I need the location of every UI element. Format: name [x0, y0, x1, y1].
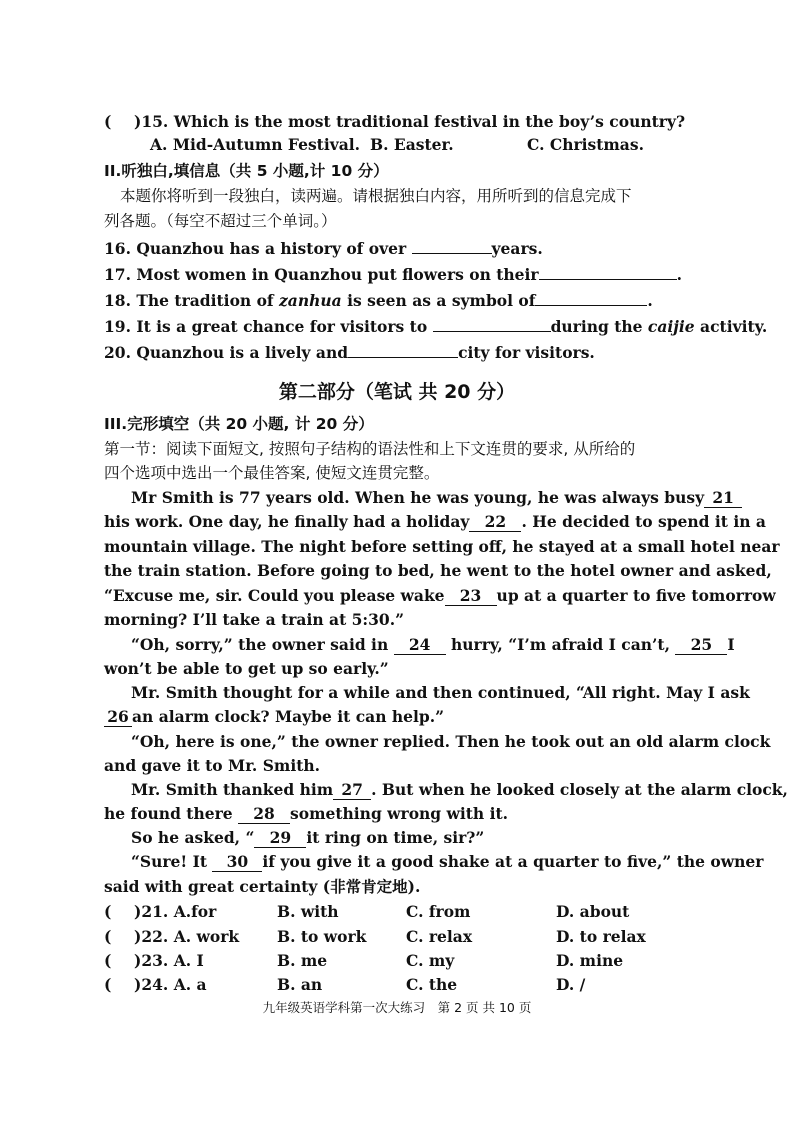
choice-d: D. / [556, 975, 586, 994]
answer-paren: ( [104, 927, 112, 946]
choice-row-23 [104, 951, 204, 970]
choice-d: D. to relax [556, 927, 646, 946]
passage-line-8: won’t be able to get up so early.” [104, 659, 389, 678]
blank-25[interactable]: 25 [675, 636, 727, 655]
question-15 [104, 111, 685, 133]
passage-line-16 [131, 851, 763, 873]
answer-blank-18[interactable] [535, 305, 647, 306]
passage-text: it ring on time, sir?” [306, 828, 485, 847]
choice-row-21 [104, 902, 216, 921]
passage-line-12: and gave it to Mr. Smith. [104, 756, 321, 775]
choice-b: B. to work [277, 927, 367, 946]
part-2-title: 第二部分（笔试 共 20 分） [278, 381, 516, 403]
blank-23[interactable]: 23 [445, 587, 497, 606]
section-2-heading: II.听独白,填信息（共 5 小题,计 10 分） [104, 162, 389, 180]
answer-paren: ( [104, 902, 112, 921]
passage-line-11: “Oh, here is one,” the owner replied. Then he took out an old alarm clock [131, 732, 771, 751]
blank-30[interactable]: 30 [212, 853, 262, 872]
blank-27[interactable]: 27 [333, 781, 371, 800]
item-18-middle: is seen as a symbol of [341, 291, 536, 310]
passage-line-5 [104, 585, 776, 607]
item-18 [104, 290, 653, 312]
item-20-tail: city for visitors. [458, 343, 595, 362]
choice-a: )22. A. work [134, 927, 240, 946]
item-16-tail: years. [491, 239, 543, 258]
passage-line-7 [131, 634, 735, 656]
item-17 [104, 264, 682, 286]
choice-c: C. the [406, 975, 458, 994]
choice-a: )24. A. a [134, 975, 207, 994]
passage-text: “Oh, sorry,” the owner said in [131, 635, 394, 654]
section-3-instruction-2: 四个选项中选出一个最佳答案, 使短文连贯完整。 [104, 464, 440, 482]
item-19-italic-term: caijie [647, 317, 695, 336]
item-17-text: 17. Most women in Quanzhou put flowers on their [104, 265, 539, 284]
section-3-heading: III.完形填空（共 20 小题, 计 20 分） [104, 415, 374, 433]
choice-row-22 [104, 927, 239, 946]
choice-a: )21. A.for [134, 902, 217, 921]
option-b: B. Easter. [370, 135, 454, 154]
item-18-text: 18. The tradition of [104, 291, 279, 310]
passage-text: “Sure! It [131, 852, 213, 871]
answer-paren: ( [104, 951, 112, 970]
blank-29[interactable]: 29 [254, 829, 306, 848]
item-17-tail: . [676, 265, 682, 284]
passage-text: I [727, 635, 735, 654]
passage-text: something wrong with it. [290, 804, 509, 823]
item-19 [104, 316, 767, 338]
item-19-tail: activity. [694, 317, 768, 336]
passage-line-9: Mr. Smith thought for a while and then continued, “All right. May I ask [131, 683, 750, 702]
choice-row-24 [104, 975, 207, 994]
item-20 [104, 342, 595, 364]
item-18-tail: . [647, 291, 653, 310]
section-3-instruction-1: 第一节：阅读下面短文, 按照句子结构的语法性和上下文连贯的要求, 从所给的 [104, 440, 636, 458]
choice-b: B. me [277, 951, 328, 970]
answer-blank-20[interactable] [348, 357, 458, 358]
answer-paren: ( [104, 975, 112, 994]
choice-c: C. from [406, 902, 471, 921]
passage-line-13 [131, 779, 788, 801]
item-16 [104, 238, 543, 260]
page-footer: 九年级英语学科第一次大练习 第 2 页 共 10 页 [262, 1000, 532, 1015]
passage-text: an alarm clock? Maybe it can help.” [132, 707, 445, 726]
passage-line-1 [131, 487, 742, 509]
passage-line-3: mountain village. The night before setting off, he stayed at a small hotel near [104, 537, 780, 556]
passage-text: he found there [104, 804, 239, 823]
answer-blank-19[interactable] [433, 331, 551, 332]
passage-text: So he asked, “ [131, 828, 255, 847]
passage-text: “Excuse me, sir. Could you please wake [104, 586, 445, 605]
passage-text: if you give it a good shake at a quarter to five,” the owner [262, 852, 764, 871]
passage-text: up at a quarter to five tomorrow [496, 586, 776, 605]
passage-text: . He decided to spend it in a [521, 512, 766, 531]
answer-paren: ( [104, 112, 112, 131]
passage-line-14 [104, 803, 508, 825]
item-18-italic-term: zanhua [278, 291, 342, 310]
passage-line-4: the train station. Before going to bed, he went to the hotel owner and asked, [104, 561, 772, 580]
passage-text: Mr. Smith thanked him [131, 780, 334, 799]
answer-blank-17[interactable] [539, 279, 677, 280]
passage-line-15 [131, 827, 484, 849]
choice-d: D. mine [556, 951, 624, 970]
blank-22[interactable]: 22 [469, 513, 521, 532]
section-2-instruction-1: 本题你将听到一段独白，读两遍。请根据独白内容，用所听到的信息完成下 [120, 187, 632, 205]
passage-line-17: said with great certainty (非常肯定地). [104, 877, 421, 896]
section-2-instruction-2: 列各题。（每空不超过三个单词。） [104, 212, 337, 230]
choice-d: D. about [556, 902, 630, 921]
choice-b: B. an [277, 975, 323, 994]
item-20-text: 20. Quanzhou is a lively and [104, 343, 349, 362]
question-15-text: )15. Which is the most traditional festival in the boy’s country? [134, 112, 686, 131]
passage-line-2 [104, 511, 766, 533]
blank-26[interactable]: 26 [104, 708, 132, 727]
passage-text: hurry, “I’m afraid I can’t, [445, 635, 676, 654]
choice-c: C. relax [406, 927, 473, 946]
blank-21[interactable]: 21 [704, 489, 742, 508]
passage-line-10 [104, 706, 444, 728]
passage-text: Mr Smith is 77 years old. When he was young, he was always busy [131, 488, 705, 507]
option-c: C. Christmas. [527, 135, 644, 154]
choice-b: B. with [277, 902, 339, 921]
item-19-text: 19. It is a great chance for visitors to [104, 317, 433, 336]
answer-blank-16[interactable] [412, 253, 492, 254]
blank-24[interactable]: 24 [394, 636, 446, 655]
passage-text: . But when he looked closely at the alarm clock, [371, 780, 788, 799]
option-a: A. Mid-Autumn Festival. [150, 135, 361, 154]
item-19-middle: during the [550, 317, 648, 336]
passage-text: his work. One day, he finally had a holiday [104, 512, 470, 531]
item-16-text: 16. Quanzhou has a history of over [104, 239, 412, 258]
blank-28[interactable]: 28 [238, 805, 290, 824]
choice-a: )23. A. I [134, 951, 204, 970]
choice-c: C. my [406, 951, 455, 970]
passage-line-6: morning? I’ll take a train at 5:30.” [104, 610, 405, 629]
